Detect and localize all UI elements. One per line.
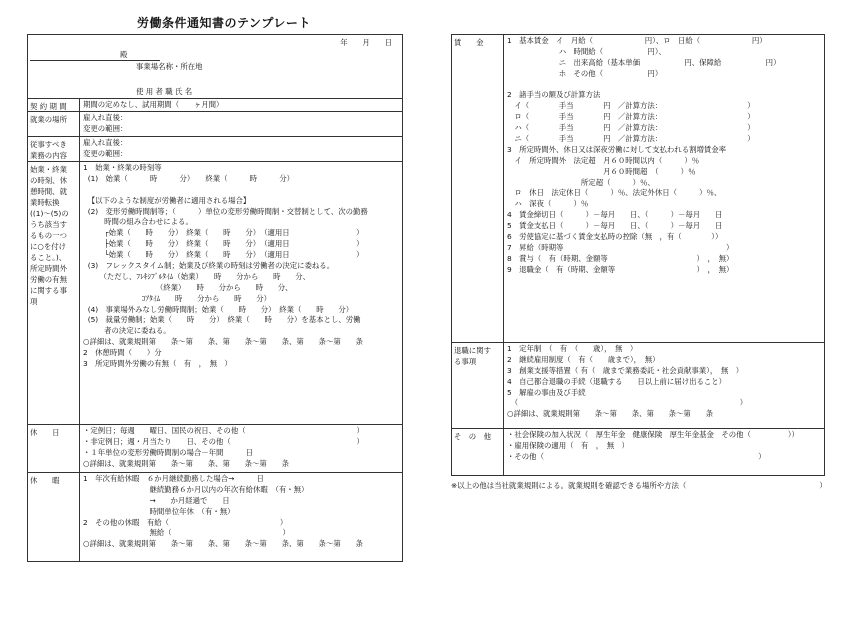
row-label <box>30 139 67 161</box>
content-line: 5 解雇の事由及び手続 <box>507 387 586 397</box>
content-line: ロ 休日 法定休日（ ）％、法定外休日（ ）％、 <box>507 188 722 198</box>
row-label <box>30 475 60 486</box>
row-label <box>454 37 484 48</box>
content-line: 7 昇給（時期等 ） <box>507 242 734 252</box>
content-line: 1 基本賃金 イ 月給（ 円）、ロ 日給（ 円） <box>507 36 767 45</box>
label-line: 契 約 期 間 <box>30 102 67 111</box>
label-line: 業時転換 <box>30 198 60 207</box>
content-line: └始業（ 時 分） 終業（ 時 分） （適用日 ） <box>83 250 364 260</box>
content-line: イ（ 手当 円 ／計算方法： ） <box>507 101 755 111</box>
row-content <box>83 426 364 470</box>
content-line: イ 所定時間外 法定超 月６０時間以内（ ）％ <box>507 155 700 165</box>
content-line: 時間単位年休 （有・無） <box>83 506 235 516</box>
content-line: ・非定例日；週・月当たり 日、その他（ ） <box>83 436 364 446</box>
content-line: 月６０時間超 （ ）％ <box>507 166 696 176</box>
content-line: （終業） 時 分から 時 分、 <box>83 282 293 292</box>
footnote: ※以上の他は当社就業規則による。就業規則を確認できる場所や方法（ ） <box>451 481 827 490</box>
row-other <box>452 429 824 475</box>
content-line: 期間の定めなし、試用期間（ ヶ月間） <box>83 100 224 109</box>
label-line: 休 日 <box>30 428 60 437</box>
label-line: ること。)、 <box>30 253 67 262</box>
label-line: 所定時間外 <box>30 264 67 273</box>
content-line: 4 自己都合退職の手続（退職する 日以上前に届け出ること） <box>507 376 727 386</box>
content-line: ・定例日；毎週 曜日、国民の祝日、その他（ ） <box>83 426 364 435</box>
content-line: 2 その他の休暇 有給（ ） <box>83 517 288 527</box>
content-line: ・その他（ ） <box>507 451 766 461</box>
content-line: 4 賃金締切日（ ）－毎月 日、（ ）－毎月 日 <box>507 210 723 220</box>
content-line: （ ） <box>507 398 748 408</box>
label-line: うち該当す <box>30 220 67 229</box>
content-line: 3 創業支援等措置（ 有（ 歳まで業務委託・社会貢献事業）， 無 ） <box>507 365 744 375</box>
company-label: 事業場名称・所在地 <box>136 62 203 71</box>
content-line: (1) 始業（ 時 分） 終業（ 時 分） <box>83 173 295 183</box>
row-label <box>30 427 60 438</box>
label-line: 休 暇 <box>30 476 60 485</box>
label-line: の時刻、休 <box>30 176 67 185</box>
content-line: ニ 出来高給（基本単価 円、保障給 円） <box>507 57 781 67</box>
row-label <box>454 431 491 442</box>
row-label <box>454 345 491 367</box>
row-label <box>30 101 67 112</box>
content-line: 者の決定に委ねる。 <box>83 326 171 336</box>
content-line: 9 退職金（ 有（時期、金額等 ） ， 無） <box>507 264 734 274</box>
label-line: に○を付け <box>30 242 67 251</box>
document-title: 労働条件通知書のテンプレート <box>137 16 311 30</box>
row-contract-period <box>28 99 402 112</box>
content-line: (2) 変形労働時間制等；（ ）単位の変形労働時間制・交替制として、次の勤務 <box>83 206 368 216</box>
content-line: 変更の範囲： <box>83 148 128 158</box>
content-line: ハ（ 手当 円 ／計算方法： ） <box>507 123 755 133</box>
row-content <box>507 430 799 463</box>
content-line: 雇入れ直後： <box>83 113 128 122</box>
content-line: ロ（ 手当 円 ／計算方法： ） <box>507 112 755 122</box>
content-line: 無給（ ） <box>83 528 290 538</box>
content-line <box>83 185 368 196</box>
label-line: るもの一つ <box>30 231 67 240</box>
label-line: 賃 金 <box>454 38 484 47</box>
row-label <box>30 114 67 125</box>
content-line: 時間の組み合わせによる。 <box>83 217 193 227</box>
content-line: ニ（ 手当 円 ／計算方法： ） <box>507 134 755 144</box>
row-content <box>507 344 747 420</box>
label-line: 従事すべき <box>30 140 67 149</box>
row-work-place <box>28 112 402 137</box>
form-header <box>28 35 402 99</box>
row-content <box>507 36 780 276</box>
content-line: ○詳細は、就業規則第 条～第 条、第 条～第 条 <box>83 458 289 468</box>
row-working-hours <box>28 162 402 425</box>
content-line: 1 定年制 （ 有 （ 歳）， 無 ） <box>507 344 638 353</box>
label-line: る事項 <box>454 357 477 366</box>
row-retirement <box>452 343 824 429</box>
label-line: 項 <box>30 297 38 306</box>
content-line: ｺｱﾀｲﾑ 時 分から 時 分） <box>83 293 272 303</box>
label-line: 退職に関す <box>454 346 491 355</box>
content-line: 3 所定時間外労働の有無（ 有 ， 無 ） <box>83 359 232 369</box>
content-line: 継続勤務６か月以内の年次有給休暇 （有・無） <box>83 484 309 494</box>
content-line: 変更の範囲： <box>83 123 128 133</box>
content-line: 雇入れ直後： <box>83 138 128 147</box>
label-line: 憩時間、就 <box>30 187 67 196</box>
row-content <box>83 138 127 160</box>
content-line: ・雇用保険の適用（ 有 ， 無 ） <box>507 440 629 450</box>
row-content <box>83 163 368 370</box>
content-line: ○詳細は、就業規則第 条～第 条、第 条～第 条、第 条～第 条 <box>83 539 363 549</box>
content-line: ハ 深夜（ ）％ <box>507 199 589 209</box>
label-line: ((1)～(5)の <box>30 209 69 218</box>
content-line: 1 年次有給休暇 ６か月継続勤務した場合→ 日 <box>83 474 264 483</box>
row-content <box>83 113 127 135</box>
label-line: 始業・終業 <box>30 165 67 174</box>
label-line: に関する事 <box>30 286 67 295</box>
content-line: ┌始業（ 時 分） 終業（ 時 分） （適用日 ） <box>83 228 364 238</box>
content-line: ○詳細は、就業規則第 条～第 条、第 条～第 条、第 条～第 条 <box>83 337 363 347</box>
content-line: 8 賞与（ 有（時期、金額等 ） ， 無） <box>507 253 734 263</box>
content-line: ホ その他（ 円） <box>507 68 663 78</box>
employer-label: 使 用 者 職 氏 名 <box>136 87 193 96</box>
row-wages <box>452 35 824 343</box>
content-line: ・１年単位の変形労働時間制の場合－年間 日 <box>83 447 253 457</box>
content-line: ○詳細は、就業規則第 条～第 条、第 条～第 条 <box>507 409 713 419</box>
date-field[interactable]: 年 月 日 <box>340 38 392 47</box>
content-line: 1 始業・終業の時刻等 <box>83 163 162 172</box>
addressee-label: 殿 <box>120 50 128 59</box>
left-form-panel <box>27 34 403 562</box>
row-label <box>30 164 69 307</box>
content-line: 2 諸手当の額及び計算方法 <box>507 90 601 100</box>
content-line: 5 賃金支払日（ ）－毎月 日、（ ）－毎月 日 <box>507 221 723 231</box>
content-line: 【以下のような制度が労働者に適用される場合】 <box>83 195 251 205</box>
row-leave <box>28 473 402 561</box>
content-line: (3) フレックスタイム制；始業及び終業の時刻は労働者の決定に委ねる。 <box>83 261 335 271</box>
content-line: （ただし、ﾌﾚｷｼﾌﾞﾙﾀｲﾑ（始業） 時 分から 時 分、 <box>83 271 311 281</box>
content-line: ├始業（ 時 分） 終業（ 時 分） （適用日 ） <box>83 239 364 249</box>
content-line: ハ 時間給（ 円）、 <box>507 46 666 56</box>
content-line: ・社会保険の加入状況（ 厚生年金 健康保険 厚生年金基金 その他（ ）） <box>507 430 799 439</box>
content-line: 6 労使協定に基づく賃金支払時の控除（無 ，有（ ）） <box>507 232 723 242</box>
content-line: 2 継続雇用制度（ 有（ 歳まで）， 無） <box>507 354 660 364</box>
row-content <box>83 474 363 550</box>
row-content <box>83 100 223 111</box>
label-line: 労働の有無 <box>30 275 67 284</box>
content-line: → か月経過で 日 <box>83 495 230 505</box>
row-job-content <box>28 137 402 162</box>
content-line: (5) 裁量労働制；始業（ 時 分） 終業（ 時 分）を基本とし、労働 <box>83 315 361 325</box>
content-line: 3 所定時間外、休日又は深夜労働に対して支払われる割増賃金率 <box>507 144 727 154</box>
content-line: (4) 事業場外みなし労働時間制；始業（ 時 分） 終業（ 時 分） <box>83 304 354 314</box>
label-line: そ の 他 <box>454 432 491 441</box>
content-line: 所定超（ ）％、 <box>507 177 655 187</box>
label-line: 就業の場所 <box>30 115 67 124</box>
content-line: 2 休憩時間（ ）分 <box>83 348 162 358</box>
content-line <box>507 80 780 91</box>
label-line: 業務の内容 <box>30 151 67 160</box>
right-form-panel <box>451 34 825 476</box>
row-holidays <box>28 425 402 473</box>
